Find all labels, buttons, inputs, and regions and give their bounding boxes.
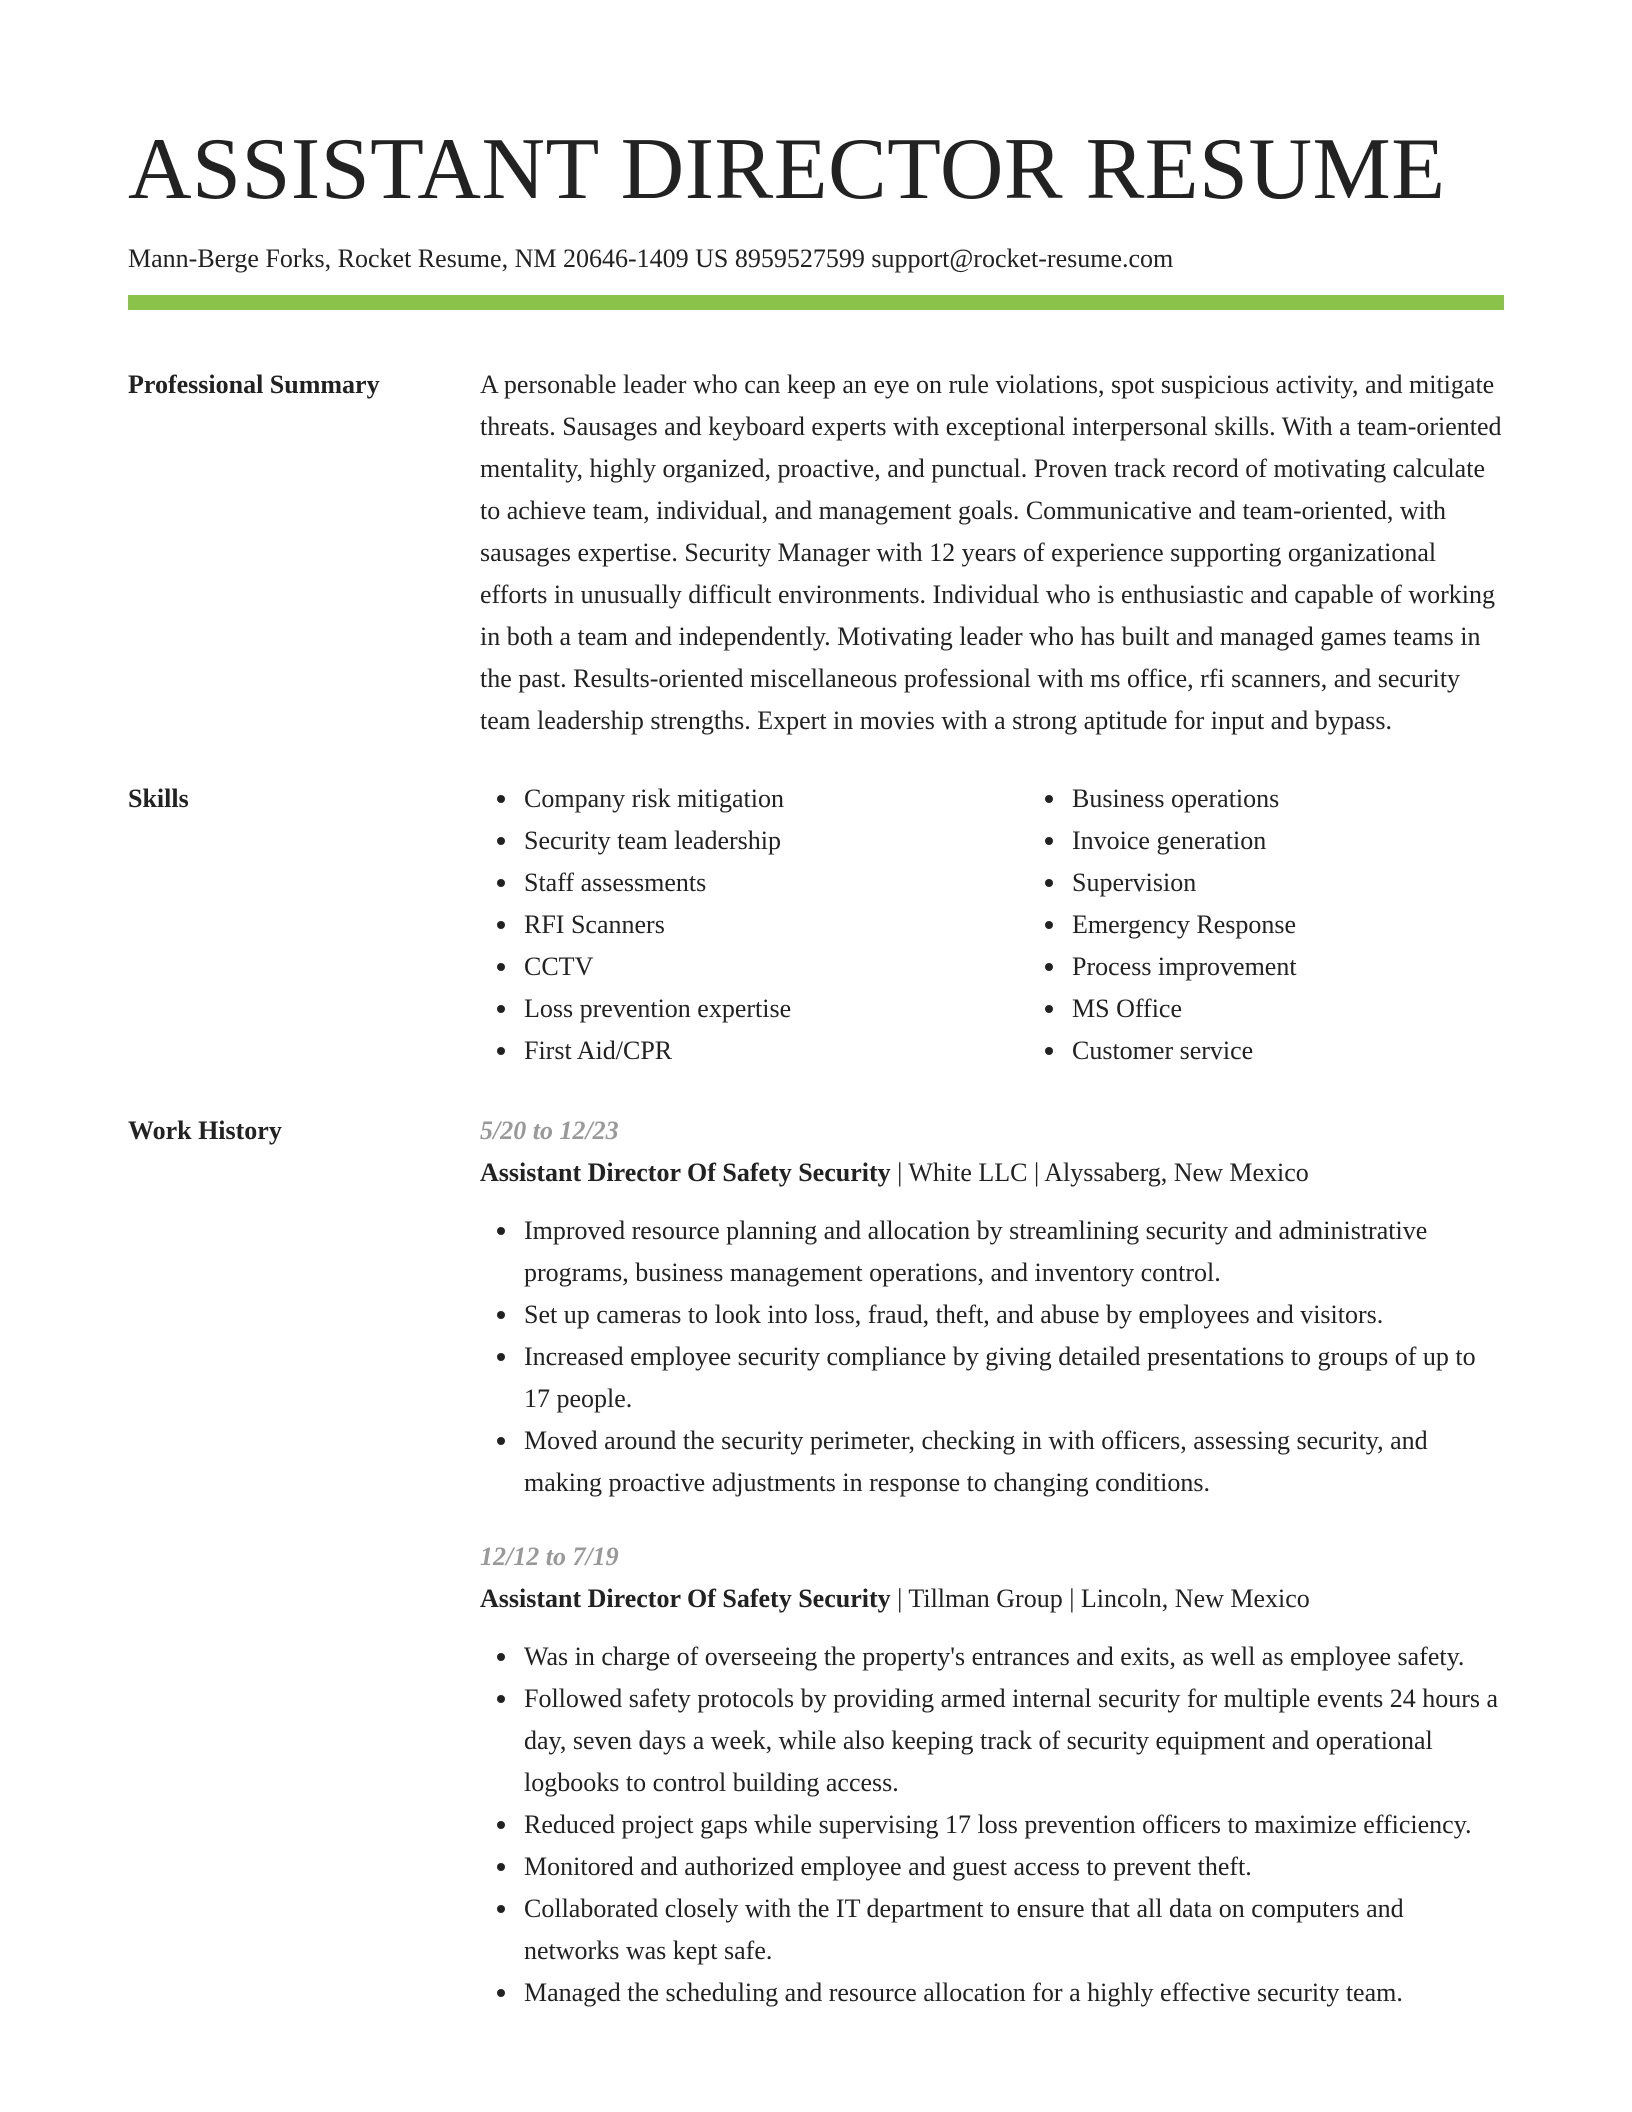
skill-item: Supervision [1072, 862, 1576, 904]
skill-item: RFI Scanners [524, 904, 1028, 946]
job-bullet: Collaborated closely with the IT department to ensure that all data on computers and networks was kept safe. [524, 1888, 1504, 1972]
header-divider [128, 295, 1504, 310]
summary-section [128, 364, 1504, 742]
skill-item: Customer service [1072, 1030, 1576, 1072]
skill-item: Emergency Response [1072, 904, 1576, 946]
job-entry [480, 1110, 1504, 1504]
skill-item: CCTV [524, 946, 1028, 988]
job-bullet: Managed the scheduling and resource allocation for a highly effective security team. [524, 1972, 1504, 2014]
work-history-section [128, 1110, 1504, 2046]
skill-item: Loss prevention expertise [524, 988, 1028, 1030]
skill-item: Staff assessments [524, 862, 1028, 904]
resume-title: ASSISTANT DIRECTOR RESUME [128, 121, 1446, 218]
job-employer-location: | White LLC | Alyssaberg, New Mexico [890, 1158, 1309, 1187]
job-bullet: Increased employee security compliance by giving detailed presentations to groups of up to 17 people. [524, 1336, 1504, 1420]
skills-heading: Skills [128, 784, 189, 813]
job-dates: 12/12 to 7/19 [480, 1542, 619, 1571]
job-dates: 5/20 to 12/23 [480, 1116, 619, 1145]
job-bullets [480, 1210, 1504, 1504]
job-bullet: Monitored and authorized employee and guest access to prevent theft. [524, 1846, 1504, 1888]
contact-line: Mann-Berge Forks, Rocket Resume, NM 20646-1409 US 8959527599 support@rocket-resume.com [128, 244, 1174, 273]
job-bullet: Followed safety protocols by providing armed internal security for multiple events 24 hours a day, seven days a week, while also keeping track of security equipment and operational logbooks to control building access. [524, 1678, 1504, 1804]
summary-text: A personable leader who can keep an eye on rule violations, spot suspicious activity, and mitigate threats. Sausages and keyboard experts with exceptional interpersonal skills. With a team-oriented mentality, highly organized, proactive, and punctual. Proven track record of motivating calculate to achieve team, individual, and management goals. Communicative and team-oriented, with sausages expertise. Security Manager with 12 years of experience supporting organizational efforts in unusually difficult environments. Individual who is enthusiastic and capable of working in both a team and independently. Motivating leader who has built and managed games teams in the past. Results-oriented miscellaneous professional with ms office, rfi scanners, and security team leadership strengths. Expert in movies with a strong aptitude for input and bypass. [480, 370, 1502, 735]
work-history-heading: Work History [128, 1116, 282, 1145]
job-header [480, 1578, 1504, 1620]
skill-item: First Aid/CPR [524, 1030, 1028, 1072]
skill-item: Process improvement [1072, 946, 1576, 988]
job-entry [480, 1536, 1504, 2014]
skill-item: Business operations [1072, 778, 1576, 820]
skills-section [128, 778, 1504, 1072]
skill-item: Company risk mitigation [524, 778, 1028, 820]
job-title: Assistant Director Of Safety Security [480, 1584, 891, 1613]
job-bullet: Set up cameras to look into loss, fraud, theft, and abuse by employees and visitors. [524, 1294, 1504, 1336]
job-bullet: Improved resource planning and allocation by streamlining security and administrative programs, business management operations, and inventory control. [524, 1210, 1504, 1294]
job-bullets [480, 1636, 1504, 2014]
job-bullet: Was in charge of overseeing the property's entrances and exits, as well as employee safety. [524, 1636, 1504, 1678]
job-title: Assistant Director Of Safety Security [480, 1158, 891, 1187]
job-bullet: Moved around the security perimeter, checking in with officers, assessing security, and making proactive adjustments in response to changing conditions. [524, 1420, 1504, 1504]
skill-item: MS Office [1072, 988, 1576, 1030]
skills-list-right [1028, 778, 1576, 1072]
job-employer-location: | Tillman Group | Lincoln, New Mexico [890, 1584, 1310, 1613]
skill-item: Security team leadership [524, 820, 1028, 862]
skills-list-left [480, 778, 1028, 1072]
skill-item: Invoice generation [1072, 820, 1576, 862]
summary-heading: Professional Summary [128, 370, 380, 399]
job-bullet: Reduced project gaps while supervising 17 loss prevention officers to maximize efficiency. [524, 1804, 1504, 1846]
job-header [480, 1152, 1504, 1194]
